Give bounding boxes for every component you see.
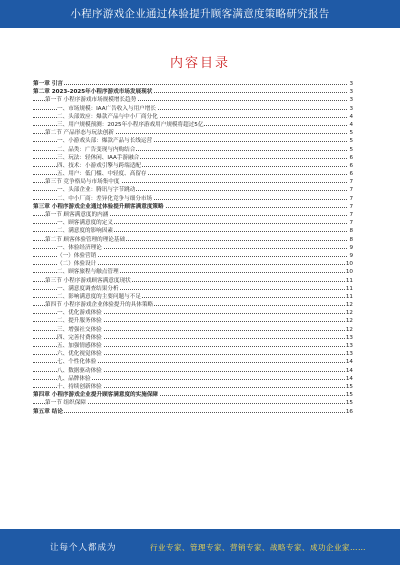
toc-entry-text: 第二节 顾客体验管理的理论基础 [45,236,126,243]
footer-expert-list: 行业专家、管理专家、营销专家、战略专家、成功企业家…… [150,543,366,552]
toc-page-number: 15 [345,383,353,390]
toc-page-number: 11 [345,277,353,284]
toc-heading: 内容目录 [169,56,230,71]
toc-entry[interactable] [33,301,353,309]
toc-entry-text: 一、市场规模：IAA广告收入与用户增长 [57,105,156,112]
toc-entry[interactable] [33,358,353,366]
toc-page-number: 6 [349,154,353,161]
table-of-contents [33,80,353,520]
toc-entry-text: 三、增强社交体验 [57,326,102,333]
toc-page-number: 3 [349,105,353,112]
toc-page-number: 15 [345,392,353,399]
toc-page-number: 4 [349,113,353,120]
toc-entry[interactable] [33,186,353,194]
toc-entry-text: 第一节 顾客满意度的内涵 [45,212,109,218]
toc-dot-leader [33,412,353,413]
toc-page-number: 4 [349,121,353,128]
toc-entry-text: 第五章 结论 [33,408,63,415]
toc-dot-leader [33,84,353,85]
toc-page-number: 8 [349,228,353,235]
toc-entry-text: 第三节 小程序游戏顾客满意度现状 [45,277,131,284]
toc-page-number: 16 [345,408,353,415]
toc-entry[interactable] [33,252,353,260]
toc-page-number: 6 [349,162,353,169]
toc-entry-text: （一）体验营销 [57,252,97,259]
toc-entry-text: 一、头部企业：腾讯与字节跳动 [57,187,136,194]
toc-entry[interactable] [33,293,353,301]
toc-page-number: 14 [345,375,353,382]
toc-page-number: 9 [349,244,353,251]
toc-page-number: 13 [345,351,353,358]
toc-entry-text: 第四章 小程序游戏企业提升顾客满意度的实施保障 [33,392,159,399]
toc-page-number: 12 [345,326,353,333]
toc-entry-text: 第一章 引言 [33,81,63,87]
toc-entry[interactable] [33,121,353,129]
toc-entry-text: 二、品类：广告变现与内购结合 [57,146,136,153]
toc-entry[interactable] [33,137,353,145]
toc-entry[interactable] [33,309,353,317]
toc-entry[interactable] [33,334,353,342]
toc-page-number: 3 [349,97,353,104]
toc-page-number: 11 [345,285,353,292]
toc-page-number: 3 [349,81,353,87]
toc-page-number: 5 [349,130,353,137]
toc-entry[interactable] [33,375,353,383]
toc-entry-text: 五、用户：低门槛、中轻度、高留存 [57,171,147,178]
toc-entry[interactable] [33,350,353,358]
toc-entry-text: 第一节 小程序游戏市场规模增长趋势 [45,97,137,104]
toc-entry[interactable] [33,285,353,293]
toc-entry-text: （二）体验设计 [57,261,97,268]
toc-entry[interactable] [33,96,353,104]
toc-page-number: 7 [349,195,353,202]
toc-entry[interactable] [33,219,353,227]
toc-entry[interactable] [33,244,353,252]
toc-entry[interactable] [33,170,353,178]
toc-page-number: 10 [345,261,353,268]
toc-entry-text: 二、顾客旅程与触点管理 [57,269,119,276]
toc-page-number: 7 [349,212,353,218]
toc-entry-text: 第四节 小程序游戏企业体验提升的具体策略 [45,302,154,309]
toc-page-number: 7 [349,220,353,227]
toc-entry[interactable] [33,326,353,334]
toc-entry[interactable] [33,80,353,88]
toc-entry-text: 二、影响满意度的主要问题与不足 [57,293,141,300]
toc-entry[interactable] [33,178,353,186]
toc-entry[interactable] [33,88,353,96]
toc-entry-text: 一、小游戏头部：爆款产品与长线运营 [57,138,153,145]
toc-entry-text: 二、头部效应：爆款产品与中小厂商分化 [57,113,158,120]
toc-page-number: 3 [349,89,353,96]
toc-entry-text: 一、顾客满意度的定义 [57,220,113,227]
footer-slogan: 让每个人都成为 [50,543,117,553]
toc-entry[interactable] [33,268,353,276]
toc-page-number: 5 [349,138,353,145]
toc-page-number: 8 [349,236,353,243]
toc-entry[interactable] [33,277,353,285]
toc-entry[interactable] [33,342,353,350]
toc-entry[interactable] [33,195,353,203]
toc-entry-text: 三、用户规模预测：2025年小程序游戏用户规模将超过5亿 [57,121,204,128]
toc-entry-text: 一、满意度调查结果分析 [57,285,119,292]
toc-entry-text: 第二节 产品形态与玩法创新 [45,130,114,137]
toc-entry[interactable] [33,408,353,416]
report-title: 小程序游戏企业通过体验提升顾客满意度策略研究报告 [70,8,330,20]
toc-entry[interactable] [33,317,353,325]
toc-page-number: 6 [349,171,353,178]
toc-entry-text: 四、完善付费体验 [57,334,102,341]
toc-entry-text: 十、持续创新体验 [57,383,102,390]
toc-entry-text: 二、提升服务体验 [57,318,102,325]
toc-entry[interactable] [33,391,353,399]
toc-page-number: 11 [345,293,353,300]
toc-page-number: 7 [349,187,353,194]
toc-entry-text: 一、体验经济理论 [57,244,102,251]
toc-entry[interactable] [33,146,353,154]
toc-entry-text: 第三章 小程序游戏企业通过体验提升顾客满意度策略 [33,203,164,210]
toc-entry[interactable] [33,113,353,121]
toc-entry[interactable] [33,383,353,391]
toc-entry-text: 七、个性化体验 [57,359,97,366]
toc-entry-text: 第一节 组织保障 [45,400,86,407]
toc-page-number: 7 [349,179,353,186]
toc-entry[interactable] [33,162,353,170]
toc-page-number: 13 [345,334,353,341]
toc-page-number: 15 [345,400,353,407]
toc-entry-text: 二、满意度的影响因素 [57,228,113,235]
toc-page-number: 9 [349,252,353,259]
toc-entry[interactable] [33,236,353,244]
toc-entry[interactable] [33,105,353,113]
toc-entry-text: 第二章 2023-2025年小程序游戏市场发展现状 [33,89,153,96]
toc-entry-text: 八、数据驱动体验 [57,367,102,374]
toc-entry-text: 六、优化视觉体验 [57,351,102,358]
toc-page-number: 12 [345,302,353,309]
toc-entry-text: 五、加强情感体验 [57,343,102,349]
toc-page-number: 14 [345,367,353,374]
toc-entry-text: 四、技术：小游戏引擎与跨端适配 [57,162,141,169]
toc-entry-text: 一、优化游戏体验 [57,310,102,317]
toc-entry[interactable] [33,154,353,162]
toc-page-number: 13 [345,343,353,349]
toc-page-number: 14 [345,359,353,366]
toc-page-number: 12 [345,318,353,325]
toc-entry[interactable] [33,399,353,407]
toc-entry[interactable] [33,211,353,219]
toc-page-number: 12 [345,310,353,317]
toc-entry-text: 三、玩法：轻休闲、IAA手游融合 [57,154,140,161]
toc-entry-text: 九、品牌体验 [57,375,91,382]
toc-entry[interactable] [33,203,353,211]
toc-page-number: 10 [345,269,353,276]
toc-page-number: 7 [349,203,353,210]
toc-entry-text: 第三节 竞争格局与市场集中度 [45,179,120,186]
toc-entry[interactable] [33,129,353,137]
toc-entry[interactable] [33,367,353,375]
toc-page-number: 5 [349,146,353,153]
toc-entry[interactable] [33,227,353,235]
toc-entry[interactable] [33,260,353,268]
toc-entry-text: 二、中小厂商：差异化竞争与细分市场 [57,195,153,202]
